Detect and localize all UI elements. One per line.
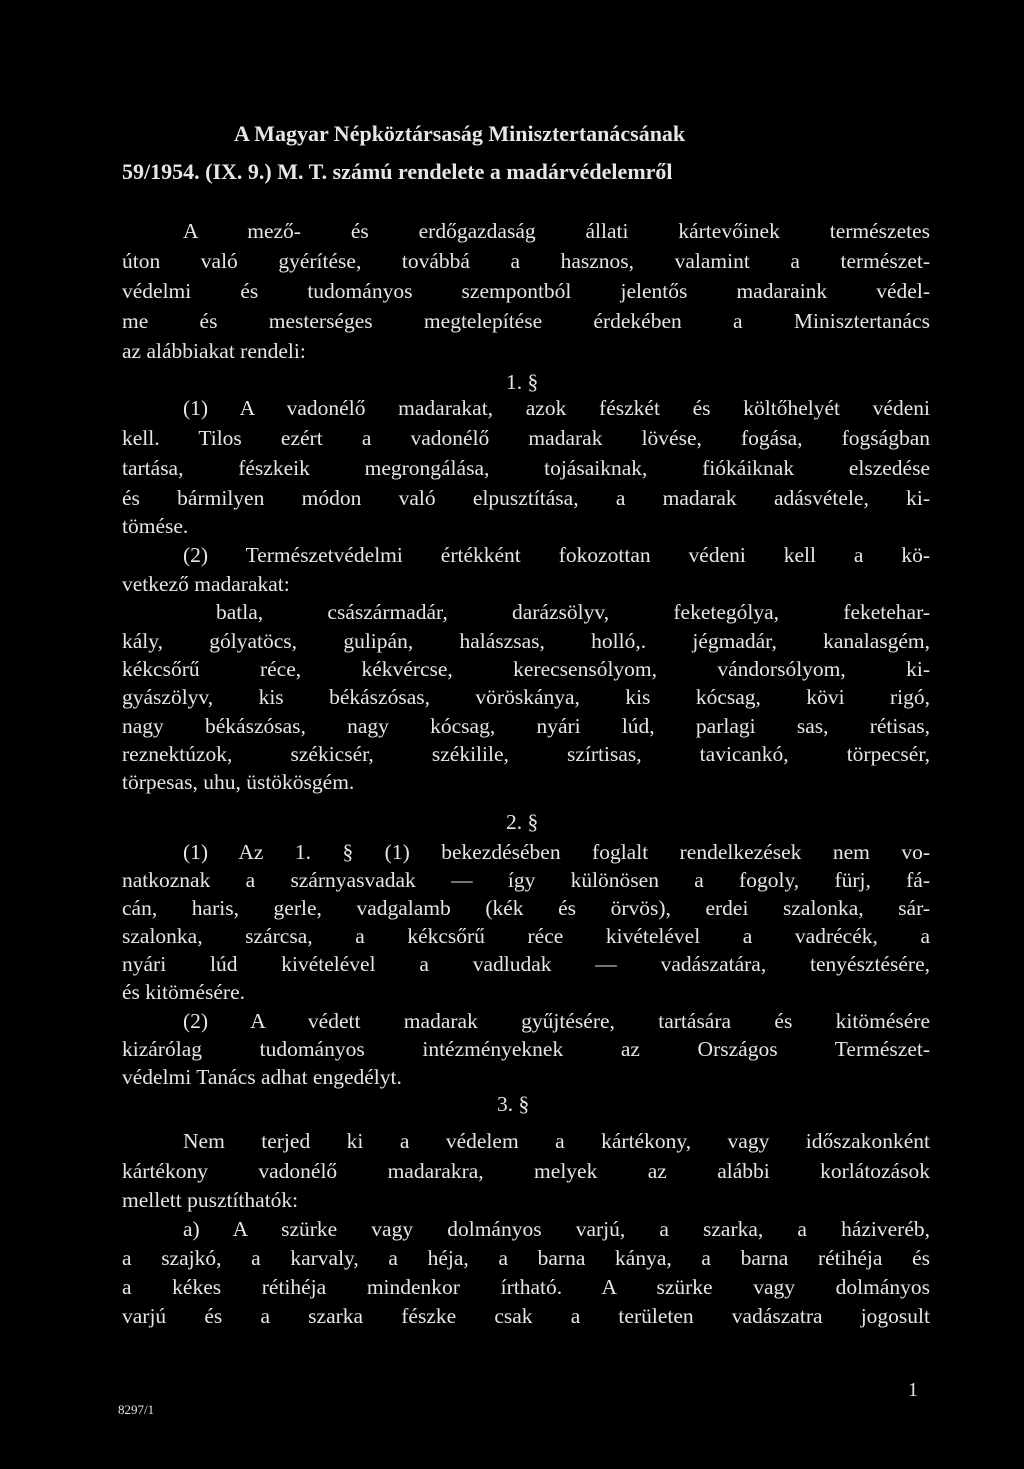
text-line: varjú és a szarka fészke csak a területen vadászatra jogosult: [122, 1304, 930, 1328]
text-line: védelmi Tanács adhat engedélyt.: [122, 1065, 402, 1089]
text-line: nyári lúd kivételével a vadludak — vadászatára, tenyésztésére,: [122, 952, 930, 976]
text-line: Nem terjed ki a védelem a kártékony, vagy időszakonként: [183, 1129, 930, 1153]
section-3-heading: 3. §: [497, 1092, 530, 1116]
protected-birds-line: nagy békászósas, nagy kócsag, nyári lúd, parlagi sas, rétisas,: [122, 714, 930, 738]
text-line: és bármilyen módon való elpusztítása, a madarak adásvétele, ki-: [122, 486, 930, 510]
text-line: a kékes rétihéja mindenkor írtható. A szürke vagy dolmányos: [122, 1275, 930, 1299]
document-title-line-1: A Magyar Népköztársaság Minisztertanácsának: [234, 121, 686, 146]
protected-birds-line: kékcsőrű réce, kékvércse, kerecsensólyom, vándorsólyom, ki-: [122, 657, 930, 681]
protected-birds-line: batla, császármadár, darázsölyv, feketególya, feketehar-: [216, 600, 930, 624]
text-line: (2) A védett madarak gyűjtésére, tartására és kitömésére: [183, 1009, 930, 1033]
text-line: és kitömésére.: [122, 980, 245, 1004]
text-line: úton való gyérítése, továbbá a hasznos, valamint a természet-: [122, 249, 930, 273]
protected-birds-line: kály, gólyatöcs, gulipán, halászsas, holló,. jégmadár, kanalasgém,: [122, 629, 930, 653]
text-line: az alábbiakat rendeli:: [122, 339, 306, 363]
page-mark: 1: [908, 1379, 918, 1401]
print-code: 8297/1: [118, 1402, 155, 1417]
protected-birds-line: reznektúzok, székicsér, székilile, szírtisas, tavicankó, törpecsér,: [122, 742, 930, 766]
text-line: cán, haris, gerle, vadgalamb (kék és örvös), erdei szalonka, sár-: [122, 896, 930, 920]
text-line: tömése.: [122, 514, 189, 538]
text-line: me és mesterséges megtelepítése érdekében a Minisztertanács: [122, 309, 930, 333]
text-line: a) A szürke vagy dolmányos varjú, a szarka, a háziveréb,: [183, 1217, 930, 1241]
text-line: a szajkó, a karvaly, a héja, a barna kánya, a barna rétihéja és: [122, 1246, 930, 1270]
text-line: vetkező madarakat:: [122, 572, 290, 596]
text-line: szalonka, szárcsa, a kékcsőrű réce kivételével a vadrécék, a: [122, 924, 930, 948]
document-title-line-2: 59/1954. (IX. 9.) M. T. számú rendelete a madárvédelemről: [122, 159, 673, 184]
text-line: kártékony vadonélő madarakra, melyek az alábbi korlátozások: [122, 1159, 930, 1183]
text-line: natkoznak a szárnyasvadak — így különösen a fogoly, fürj, fá-: [122, 868, 930, 892]
text-line: A mező- és erdőgazdaság állati kártevőinek természetes: [183, 219, 930, 243]
text-line: (1) Az 1. § (1) bekezdésében foglalt rendelkezések nem vo-: [183, 840, 930, 864]
section-1-heading: 1. §: [506, 370, 539, 394]
text-line: (1) A vadonélő madarakat, azok fészkét és költőhelyét védeni: [183, 396, 930, 420]
section-2-heading: 2. §: [506, 810, 539, 834]
protected-birds-line: gyászölyv, kis békászósas, vöröskánya, kis kócsag, kövi rigó,: [122, 685, 930, 709]
text-line: mellett pusztíthatók:: [122, 1188, 299, 1212]
text-line: kell. Tilos ezért a vadonélő madarak lövése, fogása, fogságban: [122, 426, 930, 450]
text-line: (2) Természetvédelmi értékként fokozottan védeni kell a kö-: [183, 543, 930, 567]
protected-birds-line: törpesas, uhu, üstökösgém.: [122, 770, 355, 794]
text-line: tartása, fészkeik megrongálása, tojásaiknak, fiókáiknak elszedése: [122, 456, 930, 480]
text-line: kizárólag tudományos intézményeknek az Országos Természet-: [122, 1037, 930, 1061]
text-line: védelmi és tudományos szempontból jelentős madaraink védel-: [122, 279, 930, 303]
